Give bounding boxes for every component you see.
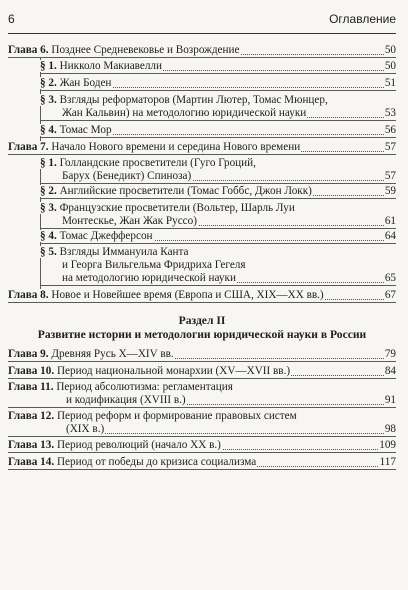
entry-title-line: Барух (Бенедикт) Спиноза) (62, 170, 192, 182)
page-ref: 59 (384, 185, 396, 197)
entry-title: Период революций (начало XX в.) (56, 439, 221, 451)
section-label: § 2. (40, 185, 57, 197)
toc-section-entry (40, 157, 396, 184)
toc-section-entry (40, 60, 396, 74)
page-number: 6 (8, 12, 15, 26)
part-subheading: Развитие истории и методологии юридической науки в России (37, 328, 367, 341)
page-ref: 91 (384, 394, 396, 406)
chapter-label: Глава 8. (8, 289, 49, 301)
chapter-label: Глава 11. (8, 381, 54, 393)
toc-section-entry (40, 77, 396, 91)
toc-chapter-entry (8, 365, 396, 379)
entry-title: Томас Джефферсон (59, 230, 153, 242)
toc-chapter-entry (8, 456, 396, 470)
entry-title-line: Взгляды Иммануила Канта (59, 246, 189, 258)
page-ref: 117 (379, 456, 396, 468)
toc-chapter-entry (8, 381, 396, 408)
chapter-label: Глава 9. (8, 348, 49, 360)
toc-chapter-entry (8, 44, 396, 58)
chapter-label: Глава 7. (8, 141, 49, 153)
chapter-label: Глава 12. (8, 410, 55, 422)
entry-title: Томас Мор (59, 124, 112, 136)
page-ref: 64 (384, 230, 396, 242)
section-label: § 2. (40, 77, 57, 89)
page-ref: 50 (384, 44, 396, 56)
toc-section-entry (40, 185, 396, 199)
page-ref: 98 (384, 423, 396, 435)
chapter-label: Глава 6. (8, 44, 49, 56)
entry-title: Период национальной монархии (XV—XVII вв.) (56, 365, 291, 377)
page-ref: 109 (379, 439, 396, 451)
page-ref: 79 (384, 348, 396, 360)
entry-title: Начало Нового времени и середина Нового времени (51, 141, 301, 153)
running-header (8, 12, 396, 30)
entry-title: Никколо Макиавелли (59, 60, 163, 72)
toc-section-entry (40, 246, 396, 286)
header-rule (8, 33, 396, 34)
toc-section-entry (40, 94, 396, 121)
toc-chapter-entry (8, 410, 396, 437)
entry-title: Новое и Новейшее время (Европа и США, XIX—XX вв.) (51, 289, 324, 301)
part-heading: Раздел II (178, 314, 226, 327)
page-ref: 57 (384, 141, 396, 153)
entry-title-line: Взгляды реформаторов (Мартин Лютер, Томас Мюнцер, (59, 94, 328, 106)
chapter-label: Глава 14. (8, 456, 55, 468)
entry-title-line: Монтескье, Жан Жак Руссо) (62, 215, 197, 227)
section-label: § 3. (40, 94, 57, 106)
toc-chapter-entry (8, 289, 396, 303)
page-ref: 67 (384, 289, 396, 301)
section-label: § 1. (40, 157, 57, 169)
toc-section-entry (40, 230, 396, 244)
toc-chapter-entry (8, 348, 396, 362)
section-label: § 4. (40, 230, 57, 242)
page-ref: 61 (384, 215, 396, 227)
entry-title-line: Жан Кальвин) на методологию юридической науки (62, 107, 307, 119)
toc-chapter-entry (8, 141, 396, 155)
section-label: § 3. (40, 202, 57, 214)
entry-title-line: и Георга Вильгельма Фридриха Гегеля (62, 259, 246, 271)
chapter-label: Глава 13. (8, 439, 55, 451)
page-ref: 56 (384, 124, 396, 136)
entry-title-line: на методологию юридической науки (62, 272, 236, 284)
chapter-label: Глава 10. (8, 365, 55, 377)
running-section-title: Оглавление (329, 12, 396, 26)
page-ref: 57 (384, 170, 396, 182)
section-label: § 4. (40, 124, 57, 136)
entry-title: Период от победы до кризиса социализма (56, 456, 257, 468)
section-label: § 1. (40, 60, 57, 72)
entry-title-line: (XIX в.) (66, 423, 105, 435)
entry-title: Английские просветители (Томас Гоббс, Джон Локк) (59, 185, 312, 197)
entry-title-line: Период абсолютизма: регламентация (56, 381, 233, 393)
page-ref: 65 (384, 272, 396, 284)
toc-section-entry (40, 124, 396, 138)
page-ref: 50 (384, 60, 396, 72)
entry-title-line: Голландские просветители (Гуго Гроций, (59, 157, 256, 169)
entry-title-line: и кодификация (XVIII в.) (66, 394, 186, 406)
entry-title-line: Период реформ и формирование правовых систем (56, 410, 297, 422)
section-label: § 5. (40, 246, 57, 258)
entry-title: Жан Боден (59, 77, 112, 89)
toc-chapter-entry (8, 439, 396, 453)
page-ref: 53 (384, 107, 396, 119)
page-ref: 84 (384, 365, 396, 377)
page-ref: 51 (384, 77, 396, 89)
entry-title: Позднее Средневековье и Возрождение (51, 44, 240, 56)
entry-title: Древняя Русь X—XIV вв. (51, 348, 174, 360)
toc-section-entry (40, 202, 396, 229)
entry-title-line: Французские просветители (Вольтер, Шарль Луи (59, 202, 295, 214)
